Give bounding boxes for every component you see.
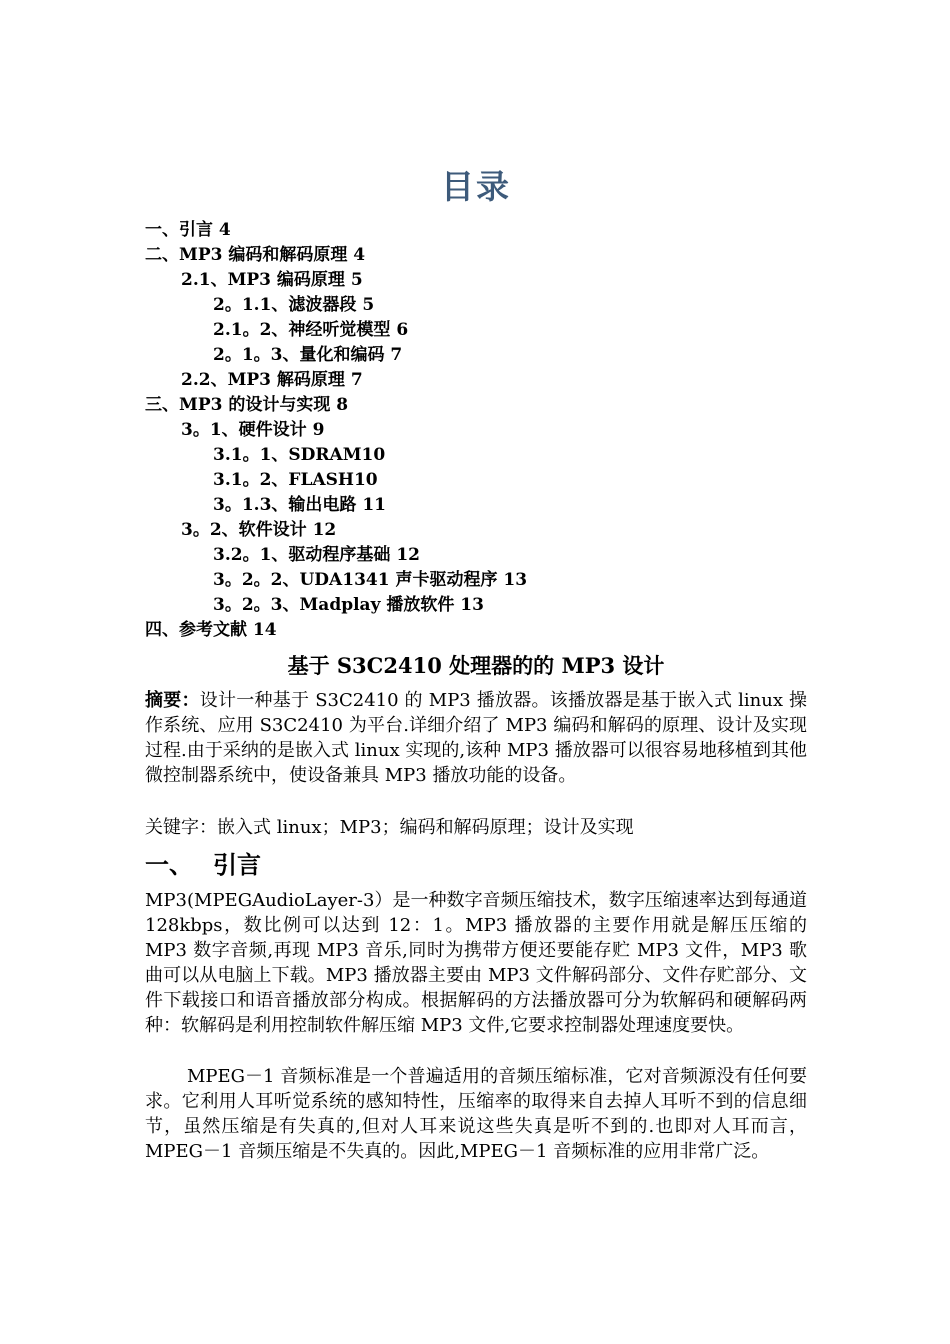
toc-entry[interactable]: 3。2、软件设计 12 (181, 520, 337, 540)
toc-entry[interactable]: 3.1。1、SDRAM10 (213, 445, 386, 465)
document-title: 基于 S3C2410 处理器的的 MP3 设计 (287, 653, 665, 678)
table-of-contents (145, 218, 807, 643)
toc-entry[interactable]: 二、MP3 编码和解码原理 4 (145, 245, 366, 265)
toc-entry[interactable]: 3。1、硬件设计 9 (181, 420, 325, 440)
abstract-label: 摘要： (145, 690, 200, 711)
toc-entry[interactable]: 一、引言 4 (145, 220, 231, 240)
keywords: 关键字：嵌入式 linux；MP3；编码和解码原理；设计及实现 (145, 817, 634, 838)
toc-entry[interactable]: 2。1。3、量化和编码 7 (213, 345, 403, 365)
toc-entry[interactable]: 2.1。2、神经听觉模型 6 (213, 320, 409, 340)
abstract (145, 688, 807, 788)
toc-entry[interactable]: 3.1。2、FLASH10 (213, 470, 378, 490)
section-number: 一、 (145, 850, 193, 879)
toc-entry[interactable]: 3.2。1、驱动程序基础 12 (213, 545, 420, 565)
body-paragraph: MP3(MPEGAudioLayer-3）是一种数字音频压缩技术，数字压缩速率达到每通道 128kbps，数比例可以达到 12：1。MP3 播放器的主要作用就是解压压缩的 MP3 数字音频,再现 MP3 音乐,同时为携带方便还要能存贮 MP3 文件，MP3 歌曲可以从电脑上下载。MP3 播放器主要由 MP3 文件解码部分、文件存贮部分、文件下载接口和语音播放部分构成。根据解码的方法播放器可分为软解码和硬解码两种：软解码是利用控制软件解压缩 MP3 文件,它要求控制器处理速度要快。 (145, 890, 807, 1036)
toc-entry[interactable]: 3。2。3、Madplay 播放软件 13 (213, 595, 484, 615)
abstract-text: 设计一种基于 S3C2410 的 MP3 播放器。该播放器是基于嵌入式 linux 操作系统、应用 S3C2410 为平台.详细介绍了 MP3 编码和解码的原理、设计及实现过程.由于采纳的是嵌入式 linux 实现的,该种 MP3 播放器可以很容易地移植到其他微控制器系统中，使设备兼具 MP3 播放功能的设备。 (145, 690, 807, 786)
section-title: 引言 (213, 850, 261, 879)
toc-entry[interactable]: 2。1.1、滤波器段 5 (213, 295, 375, 315)
toc-entry[interactable]: 三、MP3 的设计与实现 8 (145, 395, 349, 415)
toc-heading: 目录 (441, 167, 511, 206)
toc-entry[interactable]: 四、参考文献 14 (145, 620, 277, 640)
toc-entry[interactable]: 3。2。2、UDA1341 声卡驱动程序 13 (213, 570, 528, 590)
body-paragraph: MPEG－1 音频标准是一个普遍适用的音频压缩标准，它对音频源没有任何要求。它利用人耳听觉系统的感知特性，压缩率的取得来自去掉人耳听不到的信息细节，虽然压缩是有失真的,但对人耳来说这些失真是听不到的.也即对人耳而言，MPEG－1 音频压缩是不失真的。因此,MPEG－1 音频标准的应用非常广泛。 (145, 1066, 807, 1162)
toc-entry[interactable]: 2.1、MP3 编码原理 5 (181, 270, 363, 290)
section-heading-introduction (145, 846, 261, 884)
toc-entry[interactable]: 3。1.3、输出电路 11 (213, 495, 386, 515)
toc-entry[interactable]: 2.2、MP3 解码原理 7 (181, 370, 363, 390)
